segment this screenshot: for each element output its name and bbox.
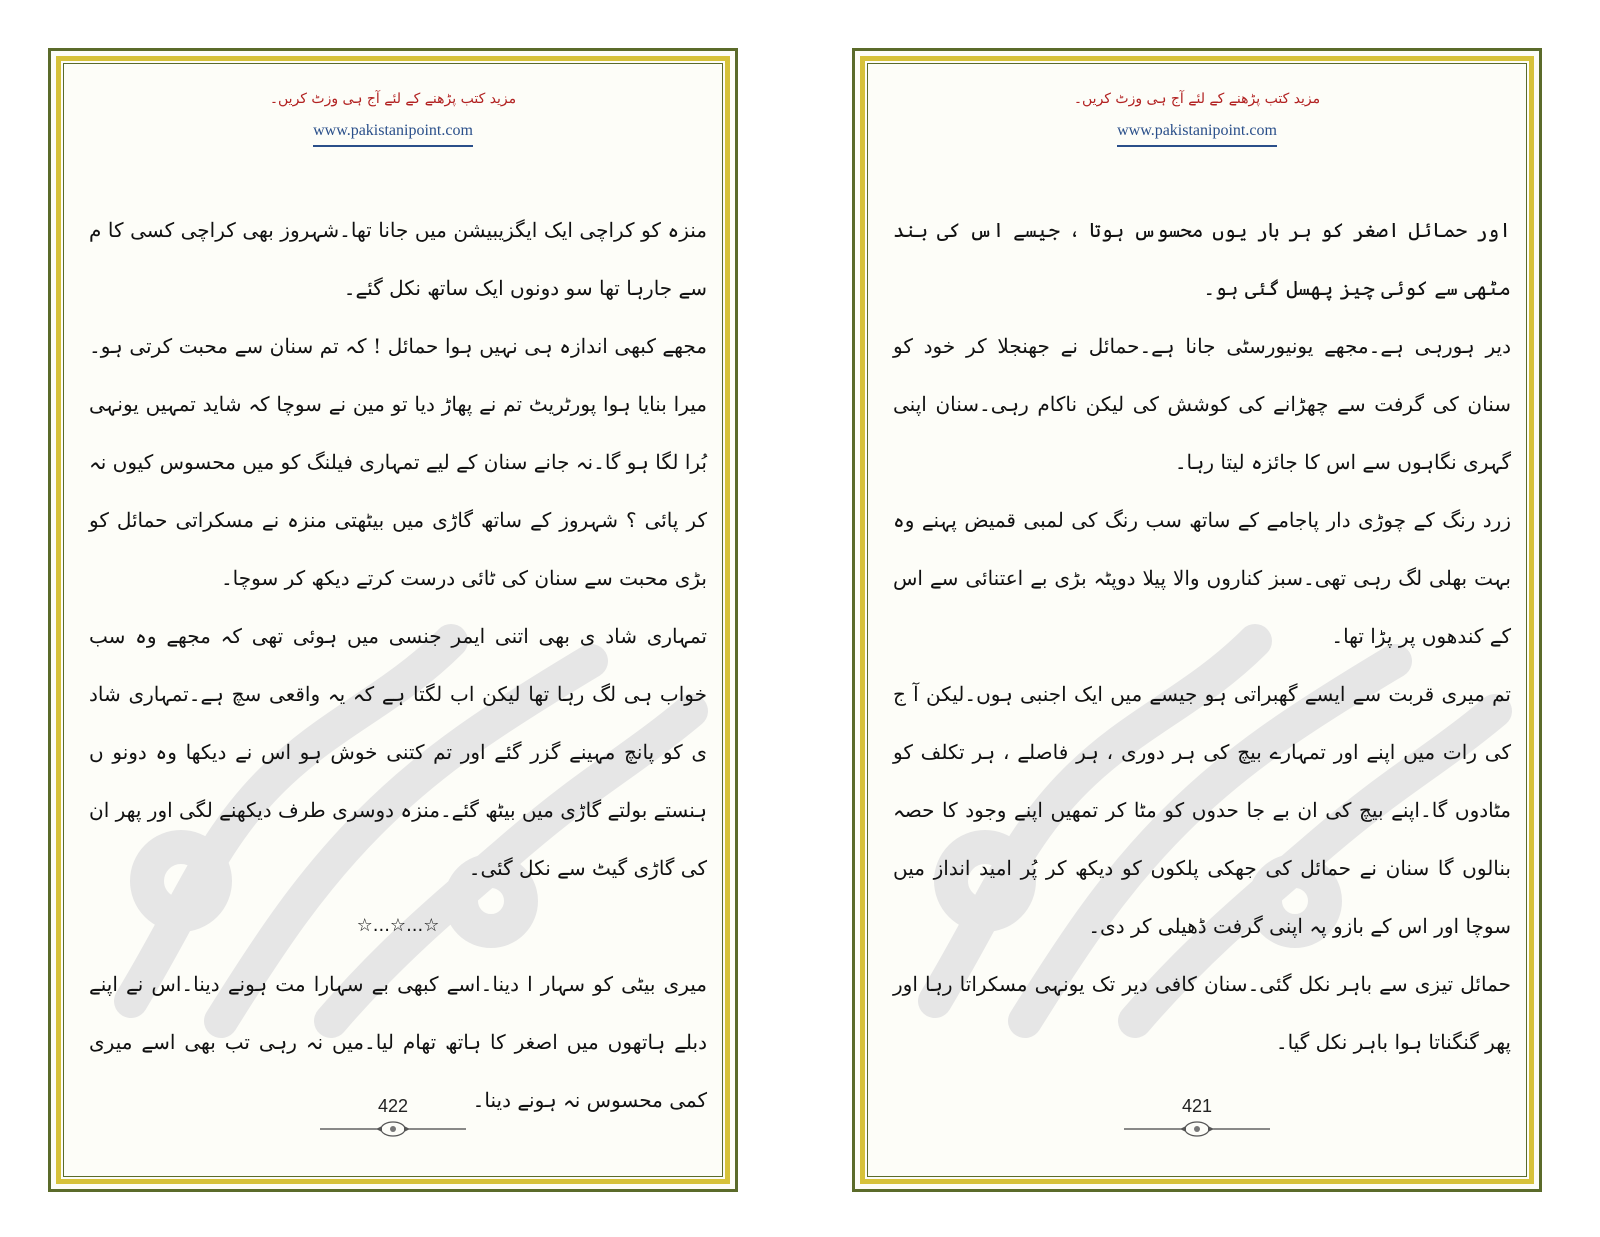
paragraph: حمائل تیزی سے باہر نکل گئی۔سنان کافی دیر تک یونہی مسکراتا رہا اور پھر گنگناتا ہوا باہر نکل گیا۔	[893, 972, 1511, 1054]
page-footer	[855, 1095, 1539, 1137]
paragraph: منزہ کو کراچی ایک ایگزیبیشن میں جانا تھا۔شہروز بھی کراچی کسی کا م سے جارہا تھا سو دونوں ایک ساتھ نکل گئے۔	[89, 218, 707, 300]
paragraph: دیر ہورہی ہے۔مجھے یونیورسٹی جانا ہے۔حمائل نے جھنجلا کر خود کو سنان کی گرفت سے چھڑانے کی کوشش کی لیکن ناکام رہی۔سنان اپنی گہری نگاہوں سے اس کا جائزہ لیتا رہا۔	[893, 334, 1511, 474]
book-page-right	[852, 48, 1542, 1192]
paragraph: تمہاری شاد ی بھی اتنی ایمر جنسی میں ہوئی تھی کہ مجھے وہ سب خواب ہی لگ رہا تھا لیکن اب لگتا ہے کہ یہ واقعی سچ ہے۔تمہاری شاد ی کو پانچ مہینے گزر گئے اور تم کتنی خوش ہو اس نے دیکھا وہ دونو ں ہنستے بولتے گاڑی میں بیٹھ گئے۔منزہ دوسری طرف دیکھنے لگی اور پھر ان کی گاڑی گیٹ سے نکل گئی۔	[89, 624, 707, 880]
page-number: 421	[1181, 1096, 1213, 1116]
paragraph: میری بیٹی کو سہار ا دینا۔اسے کبھی بے سہارا مت ہونے دینا۔اس نے اپنے دبلے ہاتھوں میں اصغر کا ہاتھ تھام لیا۔میں نہ رہی تب بھی اسے میری کمی محسوس نہ ہونے دینا۔	[89, 972, 707, 1112]
paragraph: تم میری قربت سے ایسے گھبراتی ہو جیسے میں ایک اجنبی ہوں۔لیکن آ ج کی رات میں اپنے اور تمہارے بیچ کی ہر دوری ، ہر فاصلے ، ہر تکلف کو مٹادوں گا۔اپنے بیچ کی ان بے جا حدوں کو مٹا کر تمھیں اپنے وجود کا حصہ بنالوں گا سنان نے حمائل کی جھکی پلکوں کو دیکھ کر پُر امید انداز میں سوچا اور اس کے بازو پہ اپنی گرفت ڈھیلی کر دی۔	[893, 682, 1511, 938]
page-body	[89, 201, 707, 1129]
page-header	[855, 89, 1539, 147]
website-link[interactable]: www.pakistanipoint.com	[1117, 121, 1277, 147]
paragraph: زرد رنگ کے چوڑی دار پاجامے کے ساتھ سب رنگ کی لمبی قمیض پہنے وہ بہت بھلی لگ رہی تھی۔سبز کناروں والا پیلا دوپٹہ بڑی بے اعتنائی سے اس کے کندھوں پر پڑا تھا۔	[893, 508, 1511, 648]
paragraph: اور حمائل اصغر کو ہر بار یوں محسوس ہوتا ، جیسے اس کی بند مٹھی سے کوئی چیز پھسل گئی ہو۔	[893, 218, 1511, 300]
page-body	[893, 201, 1511, 1071]
page-header	[51, 89, 735, 147]
book-page-left	[48, 48, 738, 1192]
header-tagline: مزید کتب پڑھنے کے لئے آج ہی وزٹ کریں۔	[269, 91, 517, 107]
ornament-divider-icon	[1122, 1121, 1272, 1137]
header-tagline: مزید کتب پڑھنے کے لئے آج ہی وزٹ کریں۔	[1073, 91, 1321, 107]
website-link[interactable]: www.pakistanipoint.com	[313, 121, 473, 147]
ornament-divider-icon	[318, 1121, 468, 1137]
paragraph: مجھے کبھی اندازہ ہی نہیں ہوا حمائل ! کہ تم سنان سے محبت کرتی ہو۔میرا بنایا ہوا پورٹریٹ تم نے پھاڑ دیا تو مین نے سوچا کہ شاید تمہیں یونہی بُرا لگا ہو گا۔نہ جانے سنان کے لیے تمہاری فیلنگ کو میں محسوس کیوں نہ کر پائی ؟ شہروز کے ساتھ گاڑی میں بیٹھتی منزہ نے مسکراتی حمائل کو بڑی محبت سے سنان کی ٹائی درست کرتے دیکھ کر سوچا۔	[89, 334, 707, 590]
section-separator: ☆...☆...☆	[356, 915, 440, 936]
page-footer	[51, 1095, 735, 1137]
page-number: 422	[377, 1096, 409, 1116]
